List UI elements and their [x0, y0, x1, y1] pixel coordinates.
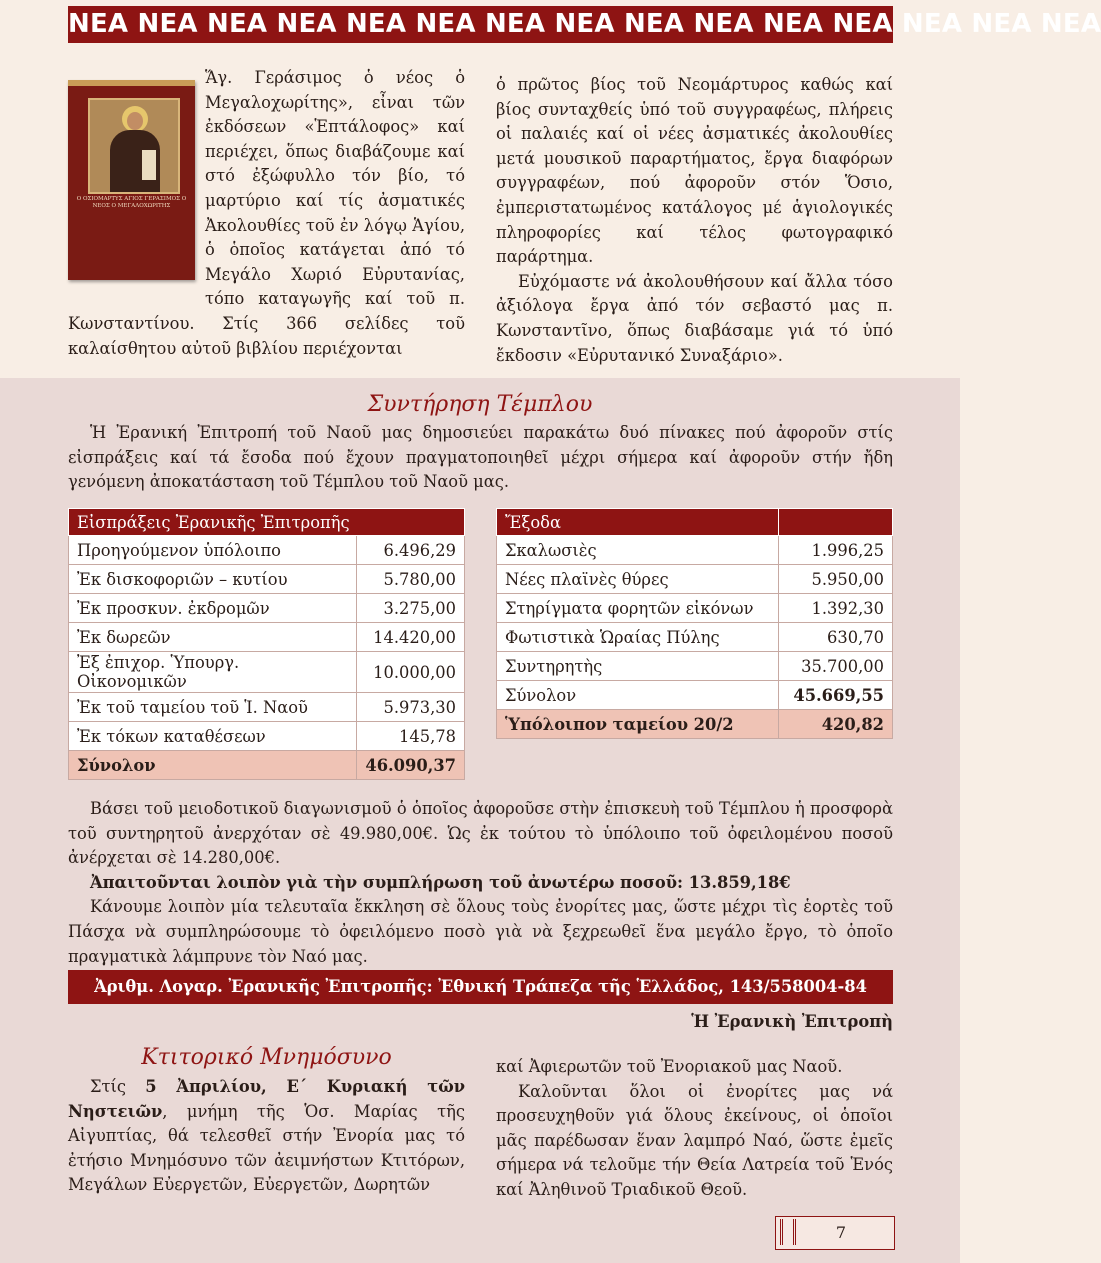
table-row — [497, 623, 893, 652]
expense-amount: 1.996,25 — [778, 536, 892, 565]
table-row — [69, 594, 465, 623]
table-row — [497, 565, 893, 594]
intro-left-paragraph: Ἅγ. Γεράσιμος ὁ νέος ὁ Μεγαλοχωρίτης», εἶναι τῶν ἐκδόσεων «Ἑπτάλοφος» καί περιέχει, ὅπως διαβάζουμε καί στό ἐξώφυλλο τόν βίο, τό μαρτύριο καί τίς ἀσματικές Ἀκολουθίες τοῦ ἐν λόγῳ Ἁγίου, ὁ ὁποῖος κατάγεται ἀπό τό Μεγάλο Χωριό Εὐρυτανίας, τόπο καταγωγῆς καί τοῦ π. Κωνσταντίνου. Στίς 366 σελίδες τοῦ καλαίσθητου αὐτοῦ βιβλίου περιέχονται — [68, 68, 465, 358]
memorial-right-paragraph-2: Καλοῦνται ὅλοι οἱ ἐνορίτες μας νά προσευχηθοῦν γιά ὅλους ἐκείνους, οἱ ὁποῖοι μᾶς παρέδωσαν ἕναν λαμπρό Ναό, ὥστε ἐμεῖς σήμερα νά τελοῦμε τήν Θεία Λατρεία τοῦ Ἑνός καί Ἀληθινοῦ Τριαδικοῦ Θεοῦ. — [496, 1081, 893, 1199]
offer-paragraph: Βάσει τοῦ μειοδοτικοῦ διαγωνισμοῦ ὁ ὁποῖος ἀφοροῦσε στὴν ἐπισκευὴ τοῦ Τέμπλου ἡ προσφορὰ τοῦ συντηρητοῦ ἀνερχόταν σὲ 49.980,00€. Ὡς ἐκ τούτου τὸ ὑπόλοιπο τοῦ ὀφειλομένου ποσοῦ ἀνέρχεται σὲ 14.280,00€. — [68, 799, 893, 868]
table-row — [497, 536, 893, 565]
section-title: Συντήρηση Τέμπλου — [367, 392, 593, 417]
memorial-title: Κτιτορικό Μνημόσυνο — [141, 1045, 392, 1070]
expense-label: Συντηρητὴς — [497, 652, 779, 681]
book-cover-title: Ο ΟΣΙΟΜΑΡΤΥΣ ΑΓΙΟΣ ΓΕΡΑΣΙΜΟΣ Ο ΝΕΟΣ Ο ΜΕΓΑΛΟΧΩΡΙΤΗΣ — [76, 196, 187, 209]
table-row — [69, 693, 465, 722]
intro-right-column — [496, 73, 893, 368]
income-label: Ἐκ προσκυν. ἐκδρομῶν — [69, 594, 357, 623]
table-row — [69, 722, 465, 751]
memorial-pre: Στίς — [90, 1077, 146, 1096]
income-amount: 3.275,00 — [357, 594, 465, 623]
page-ornament-icon — [780, 1219, 796, 1245]
appeal-paragraph: Κάνουμε λοιπὸν μία τελευταῖα ἔκκληση σὲ ὅλους τοὺς ἐνορίτες μας, ὥστε μέχρι τὶς ἑορτὲς τοῦ Πάσχα νὰ συμπληρώσουμε τὸ ὀφειλόμενο ποσὸ γιὰ νὰ ξεχρεωθεῖ ἕνα μεγάλο ἔργο, τὸ ὁποῖο πραγματικὰ λάμπρυνε τὸν Ναό μας. — [68, 897, 893, 966]
income-amount: 14.420,00 — [357, 623, 465, 652]
expense-header: Ἔξοδα — [497, 509, 779, 536]
memorial-right-column — [496, 1055, 893, 1203]
book-cover-space — [68, 66, 205, 292]
committee-signature: Ἡ Ἐρανικὴ Ἐπιτροπὴ — [691, 1012, 893, 1031]
expense-total-amount: 45.669,55 — [778, 681, 892, 710]
expense-amount: 1.392,30 — [778, 594, 892, 623]
balance-row — [497, 710, 893, 739]
income-label: Ἐκ δισκοφοριῶν – κυτίου — [69, 565, 357, 594]
table-row — [497, 652, 893, 681]
bank-account-bar: Ἀριθμ. Λογαρ. Ἐρανικῆς Ἐπιτροπῆς: Ἐθνική Τράπεζα τῆς Ἑλλάδος, 143/558004-84 — [68, 970, 893, 1004]
income-amount: 5.780,00 — [357, 565, 465, 594]
expense-label: Νέες πλαϊνὲς θύρες — [497, 565, 779, 594]
page-number: 7 — [835, 1223, 847, 1242]
income-header-row — [69, 509, 465, 536]
expense-amount: 630,70 — [778, 623, 892, 652]
expense-header-blank — [778, 509, 892, 536]
balance-label: Ὑπόλοιπον ταμείου 20/2 — [497, 710, 779, 739]
income-amount: 5.973,30 — [357, 693, 465, 722]
income-label: Προηγούμενον ὑπόλοιπο — [69, 536, 357, 565]
expense-total-row — [497, 681, 893, 710]
section-intro-paragraph: Ἡ Ἐρανική Ἐπιτροπή τοῦ Ναοῦ μας δημοσιεύει παρακάτω δυό πίνακες πού ἀφοροῦν στίς εἰσπράξεις καί τά ἔσοδα πού ἔχουν πραγματοποιηθεῖ μέχρι σήμερα καί ἀφοροῦν στήν ἤδη γενόμενη ἀποκατάσταση τοῦ Τέμπλου τοῦ Ναοῦ μας. — [68, 423, 893, 492]
income-label: Ἐξ ἐπιχορ. Ὑπουργ. Οἰκονομικῶν — [69, 652, 357, 693]
expense-label: Στηρίγματα φορητῶν εἰκόνων — [497, 594, 779, 623]
memorial-right-paragraph-1: καί Ἀφιερωτῶν τοῦ Ἐνοριακοῦ μας Ναοῦ. — [496, 1057, 843, 1076]
income-header: Εἰσπράξεις Ἐρανικῆς Ἐπιτροπῆς — [69, 509, 465, 536]
expense-label: Σκαλωσιὲς — [497, 536, 779, 565]
section-intro — [68, 421, 893, 495]
memorial-date: 5 Ἀπριλίου, Ε΄ Κυριακή τῶν Νηστειῶν — [68, 1077, 465, 1121]
news-banner: ΝΕΑ ΝΕΑ ΝΕΑ ΝΕΑ ΝΕΑ ΝΕΑ ΝΕΑ ΝΕΑ ΝΕΑ ΝΕΑ ΝΕΑ ΝΕΑ ΝΕΑ ΝΕΑ ΝΕΑ — [68, 6, 893, 43]
memorial-post: , μνήμη τῆς Ὁσ. Μαρίας τῆς Αἰγυπτίας, θά τελεσθεῖ στήν Ἐνορία μας τό ἐτήσιο Μνημόσυνο τῶν ἀειμνήστων Κτιτόρων, Μεγάλων Εὐεργετῶν, Εὐεργετῶν, Δωρητῶν — [68, 1101, 465, 1195]
amount-due-line: Ἀπαιτοῦνται λοιπὸν γιὰ τὴν συμπλήρωση τοῦ ἀνωτέρω ποσοῦ: 13.859,18€ — [90, 872, 791, 892]
income-label: Ἐκ δωρεῶν — [69, 623, 357, 652]
expense-amount: 5.950,00 — [778, 565, 892, 594]
income-label: Ἐκ τόκων καταθέσεων — [69, 722, 357, 751]
memorial-left-column — [68, 1075, 465, 1198]
page-number-box — [775, 1216, 895, 1250]
expense-total-label: Σύνολον — [497, 681, 779, 710]
table-row — [69, 623, 465, 652]
table-row — [497, 594, 893, 623]
expense-header-row — [497, 509, 893, 536]
income-amount: 10.000,00 — [357, 652, 465, 693]
table-row — [69, 652, 465, 693]
expense-amount: 35.700,00 — [778, 652, 892, 681]
income-label: Ἐκ τοῦ ταμείου τοῦ Ἱ. Ναοῦ — [69, 693, 357, 722]
balance-amount: 420,82 — [778, 710, 892, 739]
memorial-paragraph — [68, 1075, 465, 1198]
intro-left-column — [68, 66, 465, 361]
expense-table — [496, 508, 893, 739]
intro-right-paragraph-2: Εὐχόμαστε νά ἀκολουθήσουν καί ἄλλα τόσο ἀξιόλογα ἔργα ἀπό τόν σεβαστό μας π. Κωνσταντῖνο, ὅπως διαβάσαμε γιά τό ὑπό ἔκδοσιν «Εὐρυτανικό Συναξάριο». — [496, 271, 893, 365]
income-total-label: Σύνολον — [69, 751, 357, 780]
income-amount: 6.496,29 — [357, 536, 465, 565]
table-row — [69, 565, 465, 594]
table-row — [69, 536, 465, 565]
income-total-row — [69, 751, 465, 780]
expense-label: Φωτιστικὰ Ὡραίας Πύλης — [497, 623, 779, 652]
income-amount: 145,78 — [357, 722, 465, 751]
appeal-block — [68, 797, 893, 969]
income-table — [68, 508, 465, 780]
income-total-amount: 46.090,37 — [357, 751, 465, 780]
intro-right-paragraph-1: ὁ πρῶτος βίος τοῦ Νεομάρτυρος καθώς καί βίος συνταχθείς ὑπό τοῦ συγγραφέως, πλήρεις οἱ παλαιές καί οἱ νέες ἀσματικές ἀκολουθίες μετά μουσικοῦ παραρτήματος, ἔργα διαφόρων συγγραφέων, πού ἀφοροῦν στόν Ὅσιο, ἐμπεριστατωμένος κατάλογος μέ ἁγιολογικές πληροφορίες καί τέλος φωτογραφικό παράρτημα. — [496, 75, 893, 267]
